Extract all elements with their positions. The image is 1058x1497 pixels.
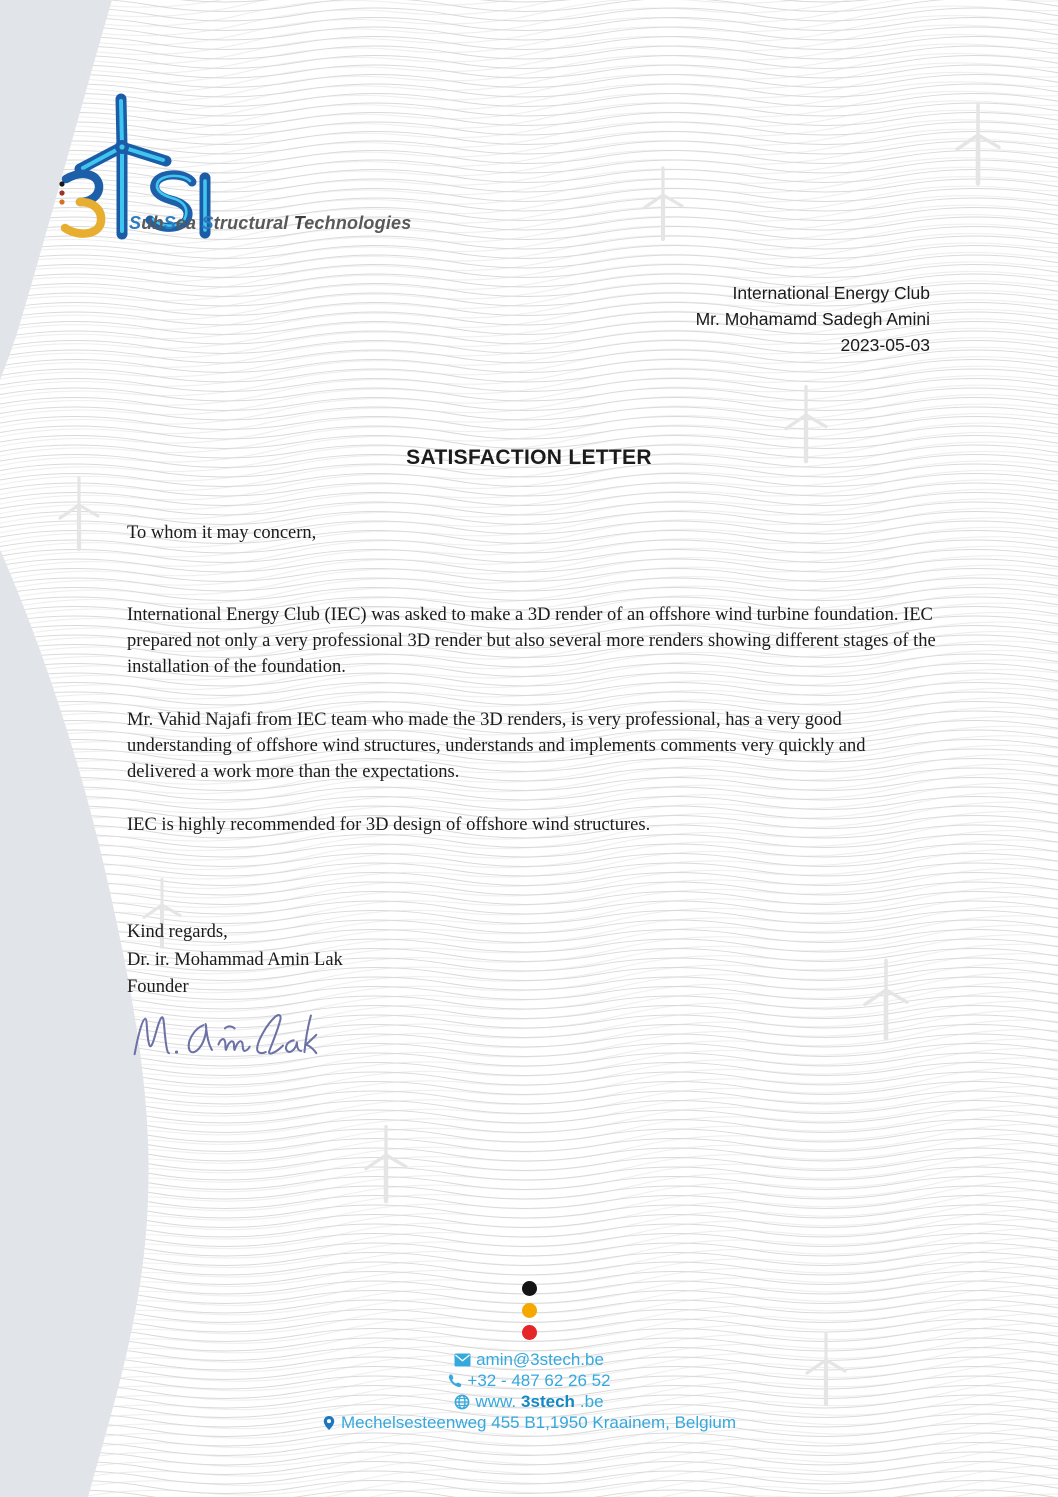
recipient-block [696, 280, 930, 358]
letter-date: 2023-05-03 [840, 335, 930, 355]
paragraph: Mr. Vahid Najafi from IEC team who made the 3D renders, is very professional, has a very good understanding of offshore wind structures, understands and implements comments very quickly and delivered a work more than the expectations. [127, 710, 866, 782]
letter-title: SATISFACTION LETTER [406, 446, 652, 469]
recipient-organization: International Energy Club [732, 283, 930, 303]
closing-salutation: Kind regards, [127, 922, 228, 942]
closing-block [127, 919, 343, 1002]
email-text: amin@3stech.be [476, 1349, 604, 1369]
globe-icon [454, 1394, 470, 1410]
footer-accent-dots [522, 1277, 537, 1343]
email-link[interactable] [454, 1349, 604, 1370]
tagline-segment: S [163, 213, 176, 233]
envelope-icon [454, 1353, 471, 1367]
tagline-segment: S [129, 213, 142, 233]
recipient-contact: Mr. Mohamamd Sadegh Amini [695, 309, 930, 329]
location-pin-icon [322, 1414, 336, 1432]
website-suffix: .be [579, 1391, 604, 1411]
footer [0, 1277, 1058, 1433]
handwritten-signature [126, 1004, 341, 1070]
logo-accent-dots [59, 181, 64, 204]
salutation: To whom it may concern, [127, 523, 317, 543]
tagline-segment: ub [141, 213, 164, 233]
black-dot [522, 1281, 537, 1296]
company-tagline [129, 213, 411, 234]
paragraph: International Energy Club (IEC) was asked to make a 3D render of an offshore wind turbine foundation. IEC prepared not only a very professional 3D render but also several more renders showing different stages of the installation of the foundation. [127, 605, 936, 677]
address-line[interactable] [322, 1412, 736, 1433]
address-text: Mechelsesteenweg 455 B1,1950 Kraainem, Belgium [340, 1412, 737, 1432]
website-link[interactable] [454, 1391, 603, 1412]
website-domain: 3stech [521, 1391, 575, 1411]
paragraph: IEC is highly recommended for 3D design of offshore wind structures. [127, 815, 651, 835]
yellow-dot [522, 1303, 537, 1318]
website-prefix: www. [475, 1391, 517, 1411]
tagline-segment: tructural [213, 213, 294, 233]
phone-icon [447, 1373, 462, 1388]
red-dot [522, 1325, 537, 1340]
tagline-segment: echnologies [304, 213, 412, 233]
phone-text: +32 - 487 62 26 52 [467, 1370, 611, 1390]
signatory-title: Founder [127, 977, 189, 997]
tagline-segment: T [293, 213, 305, 233]
tagline-segment: S [201, 213, 214, 233]
phone-link[interactable] [447, 1370, 610, 1391]
signatory-name: Dr. ir. Mohammad Amin Lak [127, 949, 343, 970]
tagline-segment: ea [175, 213, 202, 233]
letter-body [127, 602, 937, 865]
